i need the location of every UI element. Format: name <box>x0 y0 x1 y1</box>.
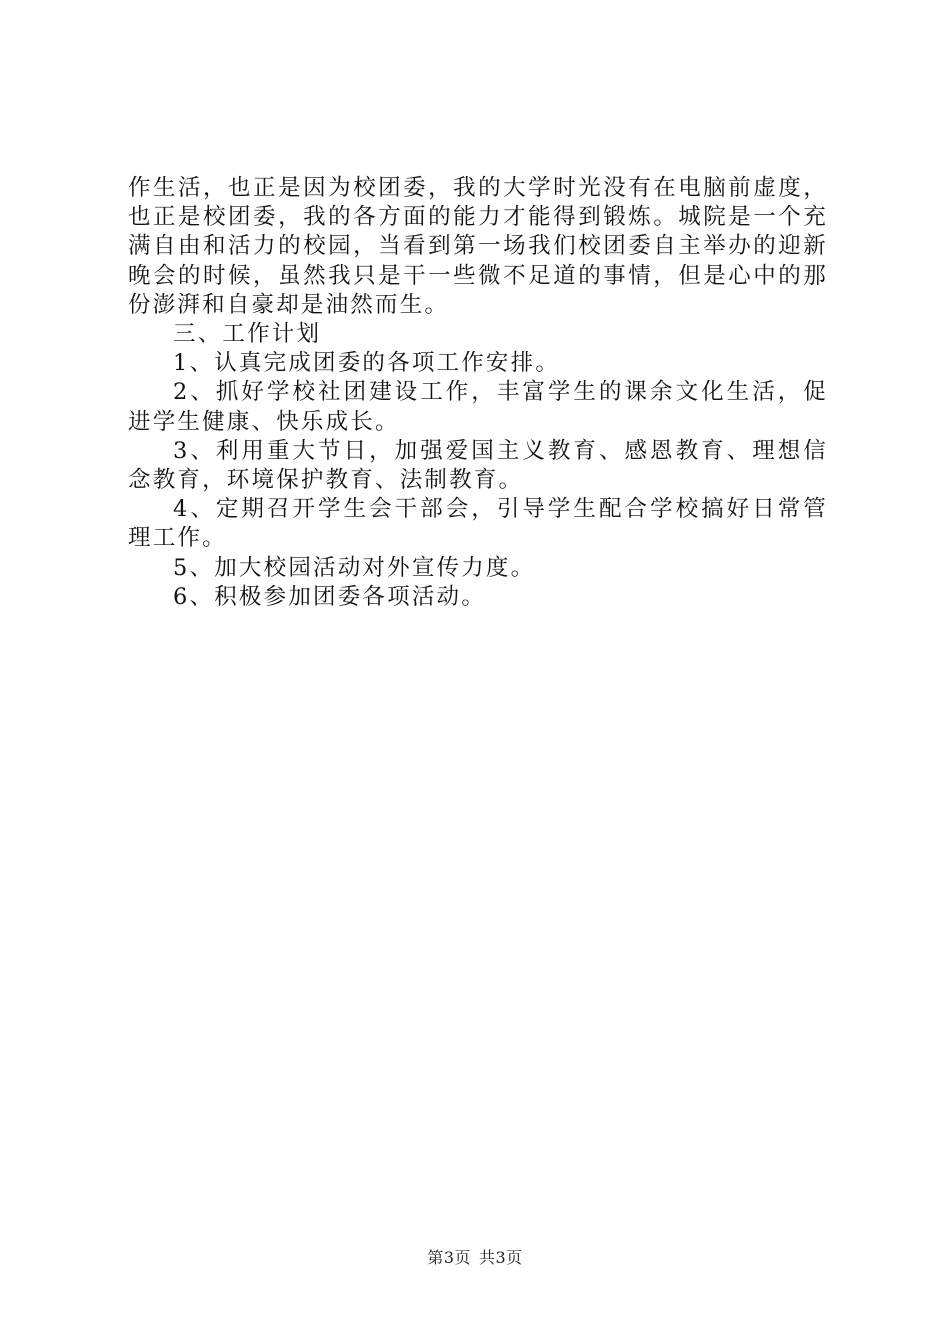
plan-item-1: 1、认真完成团委的各项工作安排。 <box>173 350 561 377</box>
plan-item-2: 2、抓好学校社团建设工作，丰富学生的课余文化生活，促进学生健康、快乐成长。 <box>128 379 828 435</box>
plan-item-3: 3、利用重大节日，加强爱国主义教育、感恩教育、理想信念教育，环境保护教育、法制教育。 <box>128 437 828 494</box>
page-footer <box>0 1245 950 1268</box>
document-body <box>128 174 828 612</box>
page-total: 共3页 <box>479 1248 523 1267</box>
plan-item-5: 5、加大校园活动对外宣传力度。 <box>173 554 536 581</box>
page-number: 第3页 <box>427 1248 471 1267</box>
section-heading-work-plan: 三、工作计划 <box>173 321 322 348</box>
paragraph-continuation: 作生活，也正是因为校团委，我的大学时光没有在电脑前虚度，也正是校团委，我的各方面的能力才能得到锻炼。城院是一个充满自由和活力的校园，当看到第一场我们校团委自主举办的迎新晚会的时候，虽然我只是干一些微不足道的事情，但是心中的那份澎湃和自豪却是油然而生。 <box>128 175 828 318</box>
plan-item-6: 6、积极参加团委各项活动。 <box>173 583 486 610</box>
plan-item-4: 4、定期召开学生会干部会，引导学生配合学校搞好日常管理工作。 <box>128 496 828 552</box>
